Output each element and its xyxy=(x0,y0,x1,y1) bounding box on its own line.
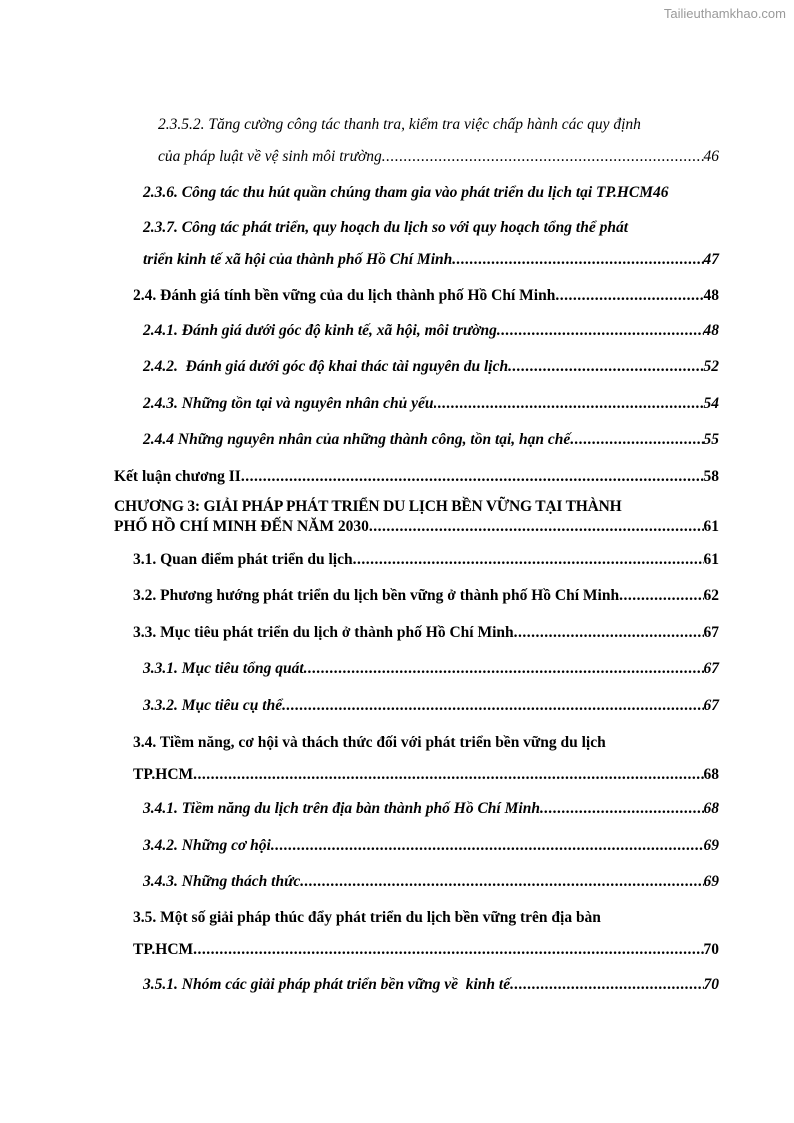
toc-entry-row xyxy=(133,550,719,570)
toc-entry-row xyxy=(133,586,719,606)
dot-leader xyxy=(555,286,703,306)
toc-entry-text: 2.4.4 Những nguyên nhân của những thành công, tồn tại, hạn chế xyxy=(143,431,571,448)
toc-entry-text: Kết luận chương II xyxy=(114,468,241,485)
toc-entry-text: của pháp luật về vệ sinh môi trường xyxy=(158,148,382,165)
dot-leader xyxy=(497,321,704,341)
toc-entry-row xyxy=(143,430,719,450)
toc-entry-line1: 2.3.5.2. Tăng cường công tác thanh tra, kiểm tra việc chấp hành các quy định xyxy=(158,116,641,133)
toc-entry-2-4-3 xyxy=(143,394,719,414)
dot-leader xyxy=(369,517,704,537)
toc-entry-3-4-2 xyxy=(143,836,719,856)
toc-entry-row xyxy=(143,250,719,270)
toc-entry-line1: 3.5. Một số giải pháp thúc đẩy phát triển du lịch bền vững trên địa bàn xyxy=(133,909,601,926)
toc-entry-page: 69 xyxy=(703,873,719,890)
dot-leader xyxy=(514,623,704,643)
toc-entry-text: 3.3. Mục tiêu phát triển du lịch ở thành phố Hồ Chí Minh xyxy=(133,624,514,641)
toc-entry-row xyxy=(143,799,719,819)
toc-entry-text: 3.2. Phương hướng phát triển du lịch bền vững ở thành phố Hồ Chí Minh xyxy=(133,587,620,604)
toc-entry-3-5 xyxy=(133,908,719,960)
dot-leader xyxy=(304,659,704,679)
toc-entry-row xyxy=(143,975,719,995)
toc-entry-row xyxy=(158,147,719,167)
toc-entry-text: 3.4.3. Những thách thức xyxy=(143,873,301,890)
toc-entry-3-4-1 xyxy=(143,799,719,819)
toc-entry-row xyxy=(114,467,719,487)
toc-entry-row xyxy=(143,872,719,892)
toc-entry-page: 67 xyxy=(703,697,719,714)
dot-leader xyxy=(540,799,704,819)
toc-entry-3-4 xyxy=(133,733,719,785)
toc-entry-page: 46 xyxy=(653,184,669,201)
toc-entry-page: 62 xyxy=(703,587,719,604)
toc-entry-page: 67 xyxy=(703,624,719,641)
toc-entry-text: 2.4.2. Đánh giá dưới góc độ khai thác tài nguyên du lịch xyxy=(143,358,509,375)
watermark: Tailieuthamkhao.com xyxy=(663,6,786,21)
toc-entry-2-4-2 xyxy=(143,357,719,377)
dot-leader xyxy=(508,357,703,377)
toc-entry-row xyxy=(143,394,719,414)
toc-entry-line1: CHƯƠNG 3: GIẢI PHÁP PHÁT TRIỂN DU LỊCH BỀN VỮNG TẠI THÀNH xyxy=(114,498,622,515)
toc-entry-page: 70 xyxy=(703,941,719,958)
toc-entry-page: 70 xyxy=(703,976,719,993)
toc-entry-page: 58 xyxy=(703,468,719,485)
dot-leader xyxy=(300,872,703,892)
toc-entry-line1: 3.4. Tiềm năng, cơ hội và thách thức đối với phát triển bền vững du lịch xyxy=(133,734,606,751)
toc-entry-page: 55 xyxy=(703,431,719,448)
toc-entry-3-3-2 xyxy=(143,696,719,716)
toc-entry-page: 68 xyxy=(703,800,719,817)
toc-entry-2-4-1 xyxy=(143,321,719,341)
toc-entry-text: 2.4. Đánh giá tính bền vững của du lịch thành phố Hồ Chí Minh xyxy=(133,287,556,304)
toc-entry-page: 48 xyxy=(703,322,719,339)
dot-leader xyxy=(510,975,703,995)
toc-entry-2-3-7 xyxy=(143,218,719,270)
toc-entry-text: 3.4.2. Những cơ hội xyxy=(143,837,271,854)
toc-entry-row xyxy=(114,517,719,537)
toc-entry-page: 54 xyxy=(703,395,719,412)
dot-leader xyxy=(382,147,704,167)
toc-entry-2-3-6 xyxy=(143,183,734,203)
toc-entry-text: 2.4.1. Đánh giá dưới góc độ kinh tế, xã hội, môi trường xyxy=(143,322,497,339)
toc-entry-2-4-4 xyxy=(143,430,719,450)
toc-entry-3-2 xyxy=(133,586,719,606)
toc-entry-3-5-1 xyxy=(143,975,719,995)
dot-leader xyxy=(353,550,704,570)
dot-leader xyxy=(619,586,703,606)
dot-leader xyxy=(271,836,704,856)
toc-entry-text: 3.1. Quan điểm phát triển du lịch xyxy=(133,551,353,568)
toc-entry-text: TP.HCM xyxy=(133,766,194,783)
toc-entry-page: 69 xyxy=(703,837,719,854)
toc-entry-text: 3.3.1. Mục tiêu tổng quát xyxy=(143,660,304,677)
toc-entry-text: TP.HCM xyxy=(133,941,194,958)
dot-leader xyxy=(452,250,703,270)
toc-entry-3-3 xyxy=(133,623,719,643)
toc-entry-text: 3.4.1. Tiềm năng du lịch trên địa bàn thành phố Hồ Chí Minh xyxy=(143,800,540,817)
toc-entry-text: 2.3.6. Công tác thu hút quần chúng tham gia vào phát triển du lịch tại TP.HCM xyxy=(143,184,654,201)
toc-entry-row xyxy=(133,940,719,960)
dot-leader xyxy=(241,467,704,487)
toc-entry-row xyxy=(133,623,719,643)
dot-leader xyxy=(434,394,704,414)
toc-entry-row xyxy=(143,836,719,856)
toc-entry-ket-luan-chuong-2 xyxy=(114,467,719,487)
toc-entry-3-1 xyxy=(133,550,719,570)
toc-entry-row xyxy=(143,659,719,679)
toc-entry-page: 46 xyxy=(703,148,719,165)
toc-entry-chuong-3 xyxy=(114,497,719,537)
toc-entry-text: 3.5.1. Nhóm các giải pháp phát triển bền vững về kinh tế xyxy=(143,976,511,993)
toc-entry-row xyxy=(143,183,734,203)
toc-entry-2-3-5-2 xyxy=(158,115,719,167)
toc-entry-text: PHỐ HỒ CHÍ MINH ĐẾN NĂM 2030 xyxy=(114,518,369,535)
toc-entry-row xyxy=(133,286,719,306)
toc-entry-page: 68 xyxy=(703,766,719,783)
toc-entry-page: 61 xyxy=(703,551,719,568)
dot-leader xyxy=(282,696,703,716)
toc-entry-text: 3.3.2. Mục tiêu cụ thể xyxy=(143,697,283,714)
toc-entry-page: 52 xyxy=(703,358,719,375)
toc-entry-page: 61 xyxy=(703,518,719,535)
toc-entry-line1: 2.3.7. Công tác phát triển, quy hoạch du lịch so với quy hoạch tổng thể phát xyxy=(143,219,629,236)
dot-leader xyxy=(193,765,703,785)
dot-leader xyxy=(570,430,703,450)
dot-leader xyxy=(193,940,703,960)
toc-entry-row xyxy=(143,357,719,377)
toc-entry-page: 67 xyxy=(703,660,719,677)
toc-entry-row xyxy=(133,765,719,785)
toc-entry-3-3-1 xyxy=(143,659,719,679)
toc-entry-page: 48 xyxy=(703,287,719,304)
toc-entry-text: 2.4.3. Những tồn tại và nguyên nhân chủ yếu xyxy=(143,395,434,412)
toc-entry-page: 47 xyxy=(703,251,719,268)
toc-entry-row xyxy=(143,696,719,716)
toc-entry-2-4 xyxy=(133,286,719,306)
toc-entry-row xyxy=(143,321,719,341)
toc-entry-3-4-3 xyxy=(143,872,719,892)
toc-entry-text: triển kinh tế xã hội của thành phố Hồ Chí Minh xyxy=(143,251,453,268)
